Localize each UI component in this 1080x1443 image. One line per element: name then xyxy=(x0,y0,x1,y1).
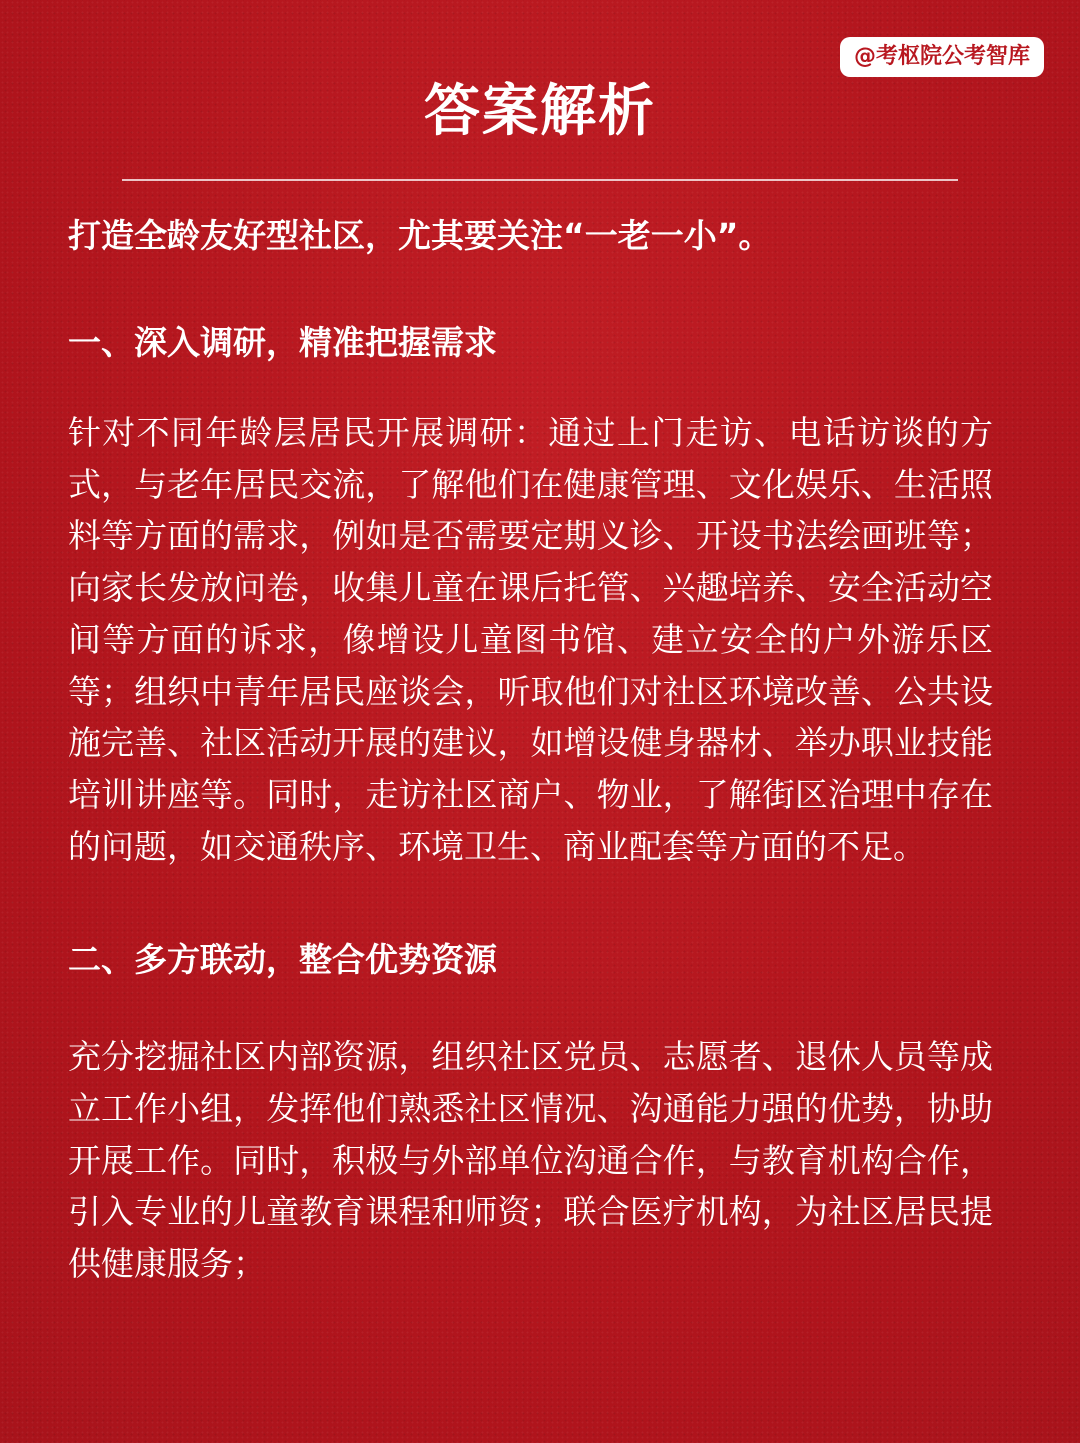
intro-text: 打造全龄友好型社区，尤其要关注“一老一小”。 xyxy=(68,216,772,255)
section-heading-1: 一、深入调研，精准把握需求 xyxy=(68,323,497,362)
section-body-1: 针对不同年龄层居民开展调研：通过上门走访、电话访谈的方式，与老年居民交流，了解他们在健康管理、文化娱乐、生活照料等方面的需求，例如是否需要定期义诊、开设书法绘画班等；向家长发放问卷，收集儿童在课后托管、兴趣培养、安全活动空间等方面的诉求，像增设儿童图书馆、建立安全的户外游乐区等；组织中青年居民座谈会，听取他们对社区环境改善、公共设施完善、社区活动开展的建议，如增设健身器材、举办职业技能培训讲座等。同时，走访社区商户、物业，了解街区治理中存在的问题，如交通秩序、环境卫生、商业配套等方面的不足。 xyxy=(68,413,993,866)
article-body xyxy=(68,210,993,1290)
title-divider xyxy=(122,179,958,181)
section-body-2: 充分挖掘社区内部资源，组织社区党员、志愿者、退休人员等成立工作小组，发挥他们熟悉社区情况、沟通能力强的优势，协助开展工作。同时，积极与外部单位沟通合作，与教育机构合作，引入专业的儿童教育课程和师资；联合医疗机构，为社区居民提供健康服务； xyxy=(68,1037,993,1284)
watermark-badge: @考枢院公考智库 xyxy=(840,37,1044,77)
page-title: 答案解析 xyxy=(424,79,656,144)
section-heading-2: 二、多方联动，整合优势资源 xyxy=(68,940,497,980)
